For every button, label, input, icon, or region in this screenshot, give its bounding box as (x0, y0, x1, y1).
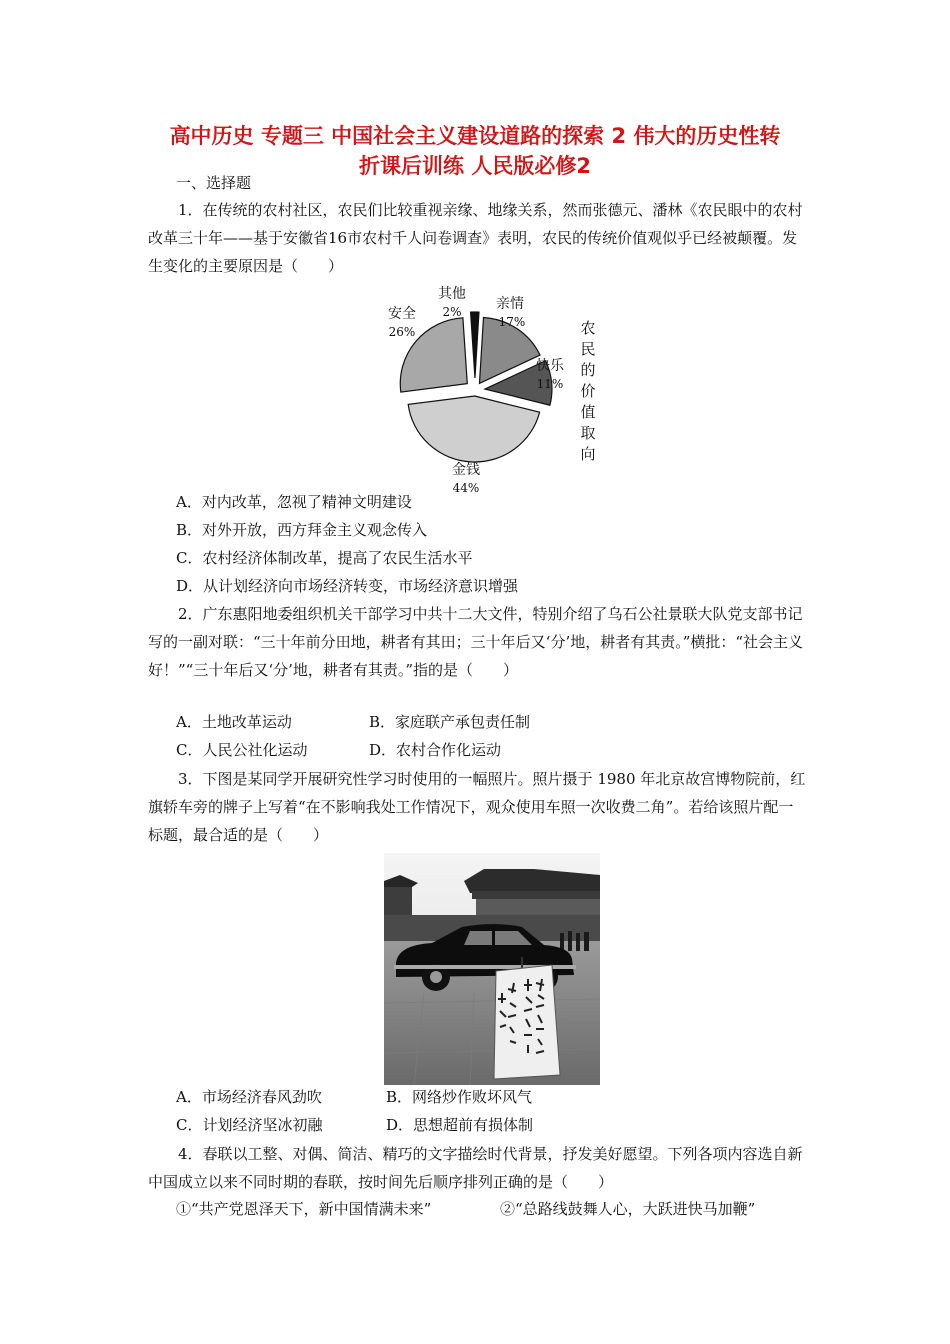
q3-option-d[interactable]: D．思想超前有损体制 (386, 1116, 534, 1134)
pie-label-其他: 其他 (438, 286, 466, 302)
question-4-text: 4．春联以工整、对偶、简洁、精巧的文字描绘时代背景，抒发美好愿望。下列各项内容选自新中国成立以来不同时期的春联，按时间先后顺序排列正确的是（ ） (148, 1145, 803, 1191)
q3-option-a[interactable]: A．市场经济春风劲吹 (176, 1088, 322, 1106)
q2-option-a[interactable]: A．土地改革运动 (176, 713, 292, 731)
title-line-1: 高中历史 专题三 中国社会主义建设道路的探索 2 伟大的历史性转 (169, 124, 781, 148)
q4-item-1: ①“共产党恩泽天下，新中国情满未来” (176, 1200, 432, 1218)
pie-value-金钱: 44% (452, 481, 480, 494)
red-flag-car-photo (384, 853, 600, 1085)
chart-side-label: 农 民 的 价 值 取 向 (580, 319, 596, 463)
pie-label-金钱: 金钱 (452, 462, 480, 478)
pie-value-快乐: 11% (536, 377, 564, 391)
q1-option-b[interactable]: B．对外开放，西方拜金主义观念传入 (176, 521, 428, 539)
pie-value-安全: 26% (388, 325, 416, 339)
q3-option-c[interactable]: C．计划经济坚冰初融 (176, 1116, 323, 1134)
q2-option-d[interactable]: D．农村合作化运动 (369, 741, 502, 759)
q1-option-a[interactable]: A．对内改革，忽视了精神文明建设 (176, 493, 412, 511)
question-3 (148, 765, 808, 849)
pie-value-亲情: 17% (498, 315, 526, 329)
q1-option-d[interactable]: D．从计划经济向市场经济转变，市场经济意识增强 (176, 577, 519, 595)
q3-option-b[interactable]: B．网络炒作败坏风气 (386, 1088, 533, 1106)
question-2-text: 2．广东惠阳地委组织机关干部学习中共十二大文件，特别介绍了乌石公社景联大队党支部书记写的一副对联：“三十年前分田地，耕者有其田；三十年后又‘分’地，耕者有其责。”横批：“社会主义好！”“三十年后又‘分’地，耕者有其责。”指的是（ ） (148, 605, 804, 679)
pie-label-亲情: 亲情 (496, 296, 524, 312)
pie-slice-其他 (471, 312, 479, 378)
question-3-text: 3．下图是某同学开展研究性学习时使用的一幅照片。照片摄于 1980 年北京故宫博物院前，红旗轿车旁的牌子上写着“在不影响我处工作情况下，观众使用车照一次收费二角”。若给该照片配一标题，最合适的是（ ） (148, 770, 806, 844)
q2-option-c[interactable]: C．人民公社化运动 (176, 741, 308, 759)
pie-label-安全: 安全 (388, 306, 416, 322)
question-1 (148, 196, 808, 280)
title-line-2: 折课后训练 人民版必修2 (359, 154, 591, 178)
question-2 (148, 600, 808, 684)
q1-option-c[interactable]: C．农村经济体制改革，提高了农民生活水平 (176, 549, 473, 567)
pie-slice-金钱 (408, 396, 539, 462)
q2-option-b[interactable]: B．家庭联产承包责任制 (369, 713, 531, 731)
question-4 (148, 1140, 808, 1196)
pie-label-快乐: 快乐 (536, 358, 564, 374)
pie-value-其他: 2% (442, 305, 462, 319)
q4-item-2: ②“总路线鼓舞人心，大跃进快马加鞭” (500, 1200, 756, 1218)
section-heading: 一、选择题 (176, 174, 252, 192)
question-1-text: 1．在传统的农村社区，农民们比较重视亲缘、地缘关系，然而张德元、潘林《农民眼中的农村改革三十年——基于安徽省16市农村千人问卷调查》表明，农民的传统价值观似乎已经被颠覆。发生变化的主要原因是（ ） (148, 201, 803, 275)
page-title (120, 121, 830, 181)
value-orientation-pie-chart (380, 282, 570, 494)
